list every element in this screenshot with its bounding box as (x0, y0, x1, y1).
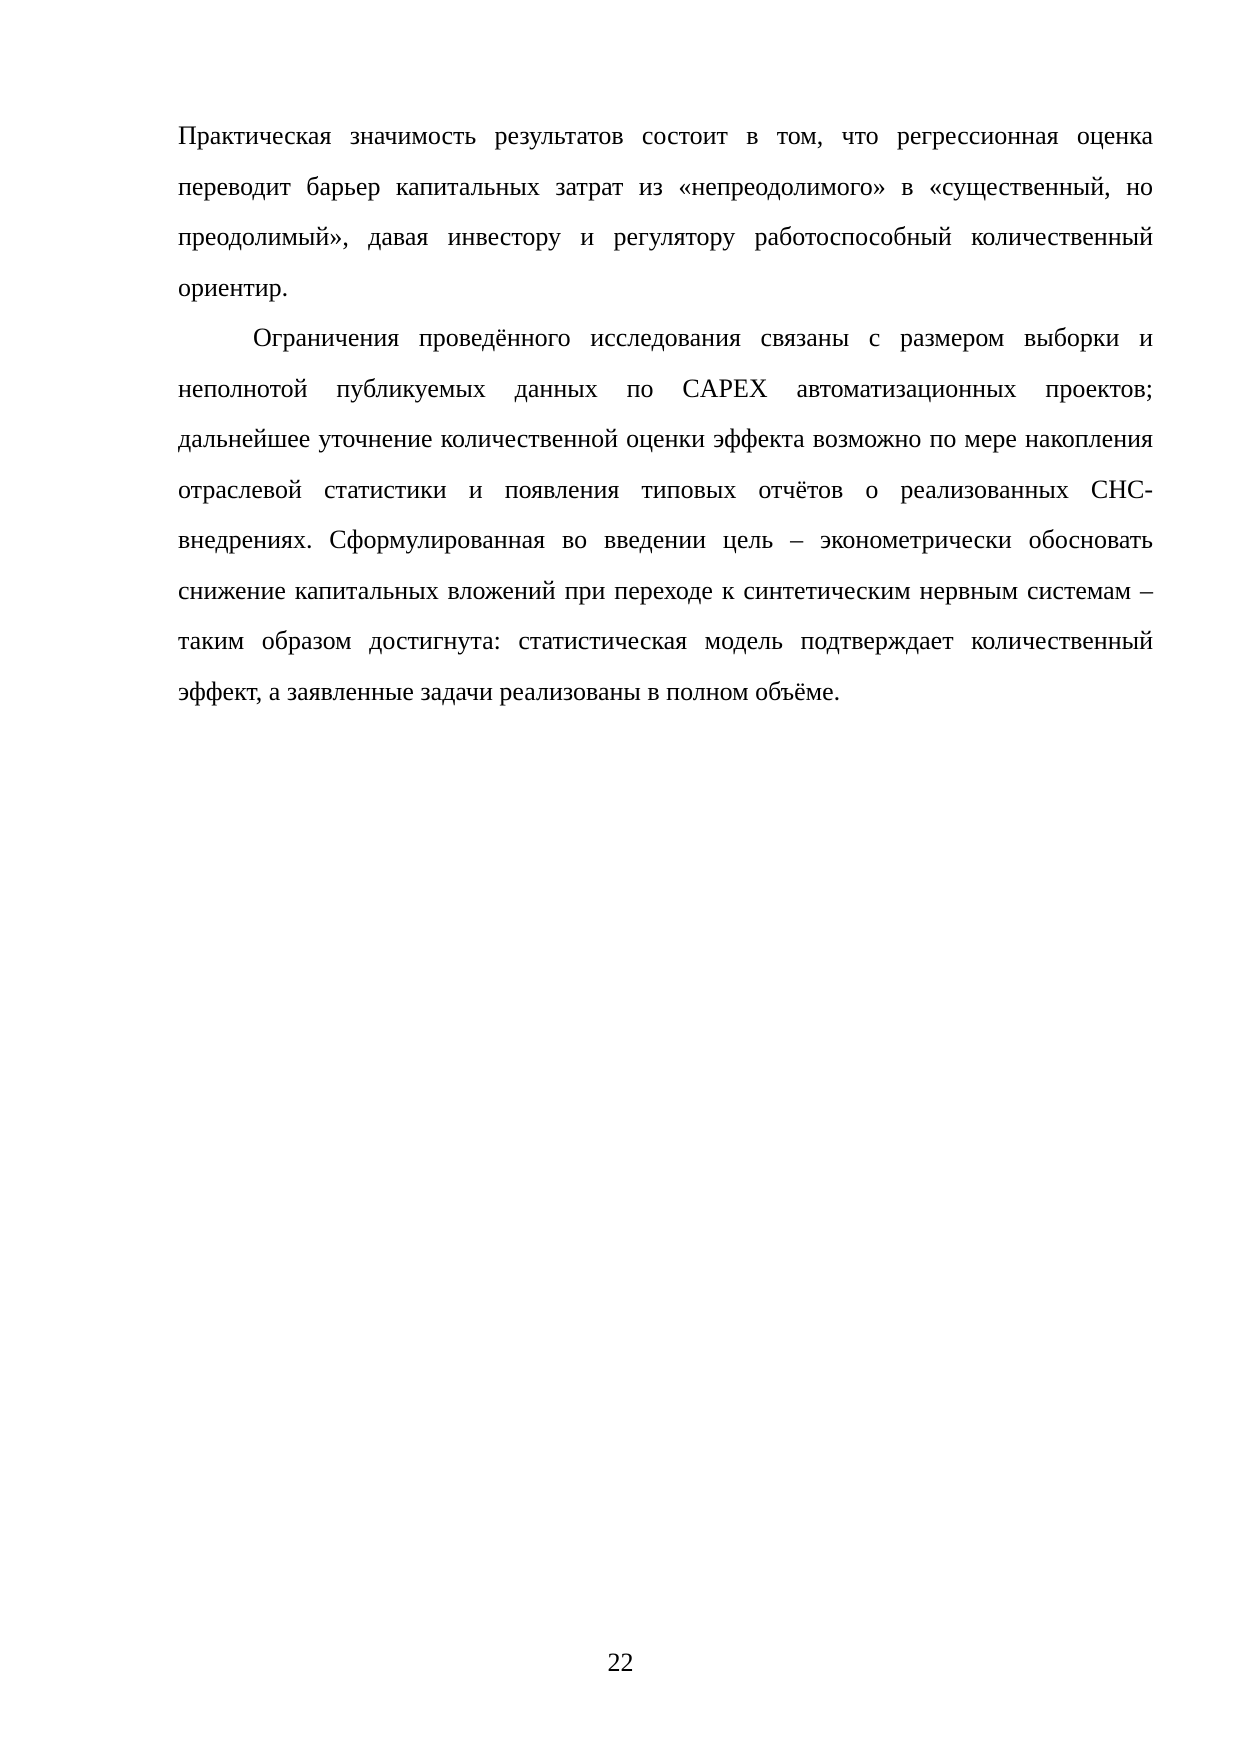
body-text (178, 111, 1153, 717)
page-number: 22 (607, 1648, 634, 1677)
paragraph-limitations-conclusion: Ограничения проведённого исследования связаны с размером выборки и неполнотой публикуемых данных по CAPEX автоматизационных проектов; дальнейшее уточнение количественной оценки эффекта возможно по мере накопления отраслевой статистики и появления типовых отчётов о реализованных СНС-внедрениях. Сформулированная во введении цель – эконометрически обосновать снижение капитальных вложений при переходе к синтетическим нервным системам – таким образом достигнута: статистическая модель подтверждает количественный эффект, а заявленные задачи реализованы в полном объёме. (178, 323, 1153, 706)
paragraph-practical-significance: Практическая значимость результатов состоит в том, что регрессионная оценка переводит барьер капитальных затрат из «непреодолимого» в «существенный, но преодолимый», давая инвестору и регулятору работоспособный количественный ориентир. (178, 121, 1153, 302)
